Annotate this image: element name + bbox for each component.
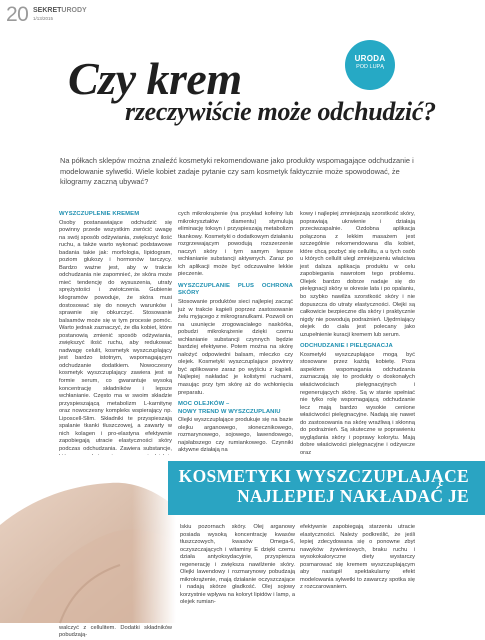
badge-line2: POD LUPĄ xyxy=(356,64,384,70)
article-column-3 xyxy=(300,211,415,458)
paragraph: Stosowanie produktów sieci najlepiej zacząć już w trakcie kąpieli poprzez zastosowanie żelu myjącego z mikrogranulkami. Pozwoli on na usunięcie zrogowaciałego naskórka, pobudzi mikrokrążenie dzięki czemu wchłanianie substancji czynnych będzie bardziej efektywne. Potem można na skórę nałożyć odpowiedni balsam, mleczko czy olejek. Kosmetyki wyszczuplające powinny być aplikowane zaraz po wyjściu z kąpieli. Najlepiej nakładać je kolistymi ruchami, masując przy tym skórę aż do wchłonięcia preparatu. xyxy=(178,299,293,396)
article-column-2 xyxy=(178,211,293,455)
woman-photo xyxy=(0,455,176,623)
paragraph: Kosmetyki wyszczuplające mogą być stosowane przez każdą kobietę. Poza aspektem wspomagania odchudzania zaznaczają się to produkty o doskonałych właściwościach pielęgnacyjnych i regenerujących skórę. Są w stanie spełniać nie tylko rolę wspomagającą odchudzanie lecz mają bardzo wysokie cenione właściwości pielęgnacyjne. Nadają się nawet do zastosowania na skórę wrażliwą i skłonną do podrażnień. Są skuteczne w poprawieniu wyglądania skóry i poprawy kolorytu. Mają dobre właściwości pielęgnacyjne i odżywcze oraz xyxy=(300,351,415,456)
article-title-line2: rzeczywiście może odchudzić? xyxy=(125,97,436,126)
paragraph: Olejki wyszczuplające produkuje się na bazie olejku arganowego, słonecznikowego, rozmarynowego, sojowego, lawendowego, najsłabszego czy rumiankowego. Czynniki aktywne działają na xyxy=(178,417,293,454)
section-heading: WYSZCZUPLENIE KREMEM xyxy=(59,211,140,217)
paragraph: walczyć z cellulitem. Dodatki składników pobudzają- xyxy=(59,624,172,639)
paragraph: Osoby postanawiające odchudzić się powinny przede wszystkim zwrócić uwagę na swój sposób odżywiania, zwiększyć ilość ruchu, a także warto wykonać podstawowe badania takie jak: morfologia, lipidogram, poziom glukozy i hormonów tarczycy. Bardzo ważne jest, aby w trakcie odchudzania nie zapomnieć, że skóra może mieć tendencję do wysuszenia, utraty sprężystości i zwiotczenia. Gubienie kilogramów powoduje, że skóra musi dostosować się do nowych warunków i sprawnie się obkurczyć. Stosowanie balsamów może się w tym procesie pomóc. Warto jednak zaznaczyć, że dla kobiet, które postanowią zmienić sposób odżywiania, zwiększyć ilość ruchu, aby redukować nadwagę celulit, kosmetyk wyszczuplający jest bardzo istotnym, wspomagającym odchudzanie dodatkiem. Nowoczesny kosmetyk wyszczuplający zawiera jest w formie serum, co gwarantuje wysoką koncentrację składników i lepsze wchłanianie. Często ma w swoim składzie przyspieszającą metabolizm L-karnitynę oraz nowoczesny kompleks wspierający np. Liposcell-Slim. Składniki te przyspieszają spalanie tkanki tłuszczowej, a zawarty w nich kolagen i pro-elastyna efektywnie zapobiegają utracie elastyczności skóry podczas odchudzania. Zawiera substancje, xyxy=(59,219,172,452)
page-number: 20 xyxy=(6,3,29,26)
paragraph: kowy i najlepiej zmniejszają szorstkość skóry, poprawiają ukrwienie i działają przeciwzapalnie. Ozdobna aplikacja połączona z lekkim masażem jest szczególnie rekomendowana dla kobiet, które chcą pozbyć się cellulitu, a u tych osób u których cellulit ulegl zmniejszeniu właściwa jest dalsza aplikacja produktu w celu zapobiegania nawrotom tego problemu. Olejek bardzo dobrze nadaje się do pielęgnacji skóry w okresie lata i po opalaniu, bo szybko nawilża szorstkość skóry i nie dopuszcza do utraty elastyczności. Olejki są całkowicie bezpieczne dla skóry i praktycznie nigdy nie powodują podrażnień. Ujędrniający olejek do ciała jest polecany jako uzupełnienie kuracji kremem lub serum. xyxy=(300,211,415,338)
section-heading xyxy=(178,401,293,416)
magazine-name-part2: URODY xyxy=(61,7,87,14)
magazine-name-part1: SEKRET xyxy=(33,7,62,14)
issue-number: 1/13/2015 xyxy=(33,16,54,21)
section-heading-part1: MOC OLEJKÓW – xyxy=(178,401,230,408)
woman-silhouette-image xyxy=(0,455,176,623)
section-heading: WYSZCZUPLANIE PLUS OCHRONA SKÓRY xyxy=(178,282,293,297)
badge-line1: URODA xyxy=(354,54,386,63)
banner-line2: NAJLEPIEJ NAKŁADAĆ JE xyxy=(237,486,469,506)
magazine-logo xyxy=(33,7,87,14)
article-title-line1: Czy krem xyxy=(68,53,242,104)
section-badge xyxy=(345,40,395,90)
section-heading: ODCHUDZANIE I PIELĘGNACJA xyxy=(300,343,393,350)
pull-quote-banner xyxy=(168,461,485,515)
bottom-paragraph-col2: lskiu pozornach skóry. Olej arganowy posiada wysoką koncentrację kwasów tłuszczowych, kwasów Omega-6, oczyszczających i witaminy E dzięki czemu działa antyoksydacyjnie, przyspiesza regenerację i zwiększa nawilżenie skóry. Olejki lawendowy i rozmarynowy pobudzają mikrokrążenie, mają działanie oczyszczające i nadają skórze gładkość. Olej sojowy korzystnie wpływa na koloryt lipidów i lamp, a olejek rumian- xyxy=(180,524,295,606)
section-heading-part2: NOWY TREND W WYSZCZUPLANIU xyxy=(178,408,281,415)
paragraph: cych mikrokrążenie (na przykład kofeiny lub mikrokryształów diamentu) stymulują eliminację toksyn i przyspieszają metabolizm tkankowy. Kosmetyki o dodatkowym działaniu rozgrzewającym powodują rozszerzenie naczyń skóry i tym samym lepsze wchłanianie substancji aktywnych. Zaraz po ich aplikacji może być odczuwalne lekkie pieczenie. xyxy=(178,211,293,278)
article-lead: Na półkach sklepów można znaleźć kosmetyki rekomendowane jako produkty wspomagające odchudzanie i modelowanie sylwetki. Wiele kobiet zadaje pytanie czy sam kosmetyk faktycznie może spowodować, że kilogramy zaczną ubywać? xyxy=(60,156,414,186)
banner-line1: KOSMETYKI WYSZCZUPLAJĄCE xyxy=(178,466,469,486)
bottom-paragraph-col3: efektywnie zapobiegają starzeniu utracie elastyczności. Należy podkreślić, że jeśli lepiej zdecydowana się o ponowne zbyt nawyków żywieniowych, braku ruchu i wysokokaloryczne diety wystarczy posmarować się kremem wyszczuplającym aby nastąpił spektakularny efekt modelowania sylwetki to zawarczy spotka się z rozczarowaniem. xyxy=(300,524,415,591)
